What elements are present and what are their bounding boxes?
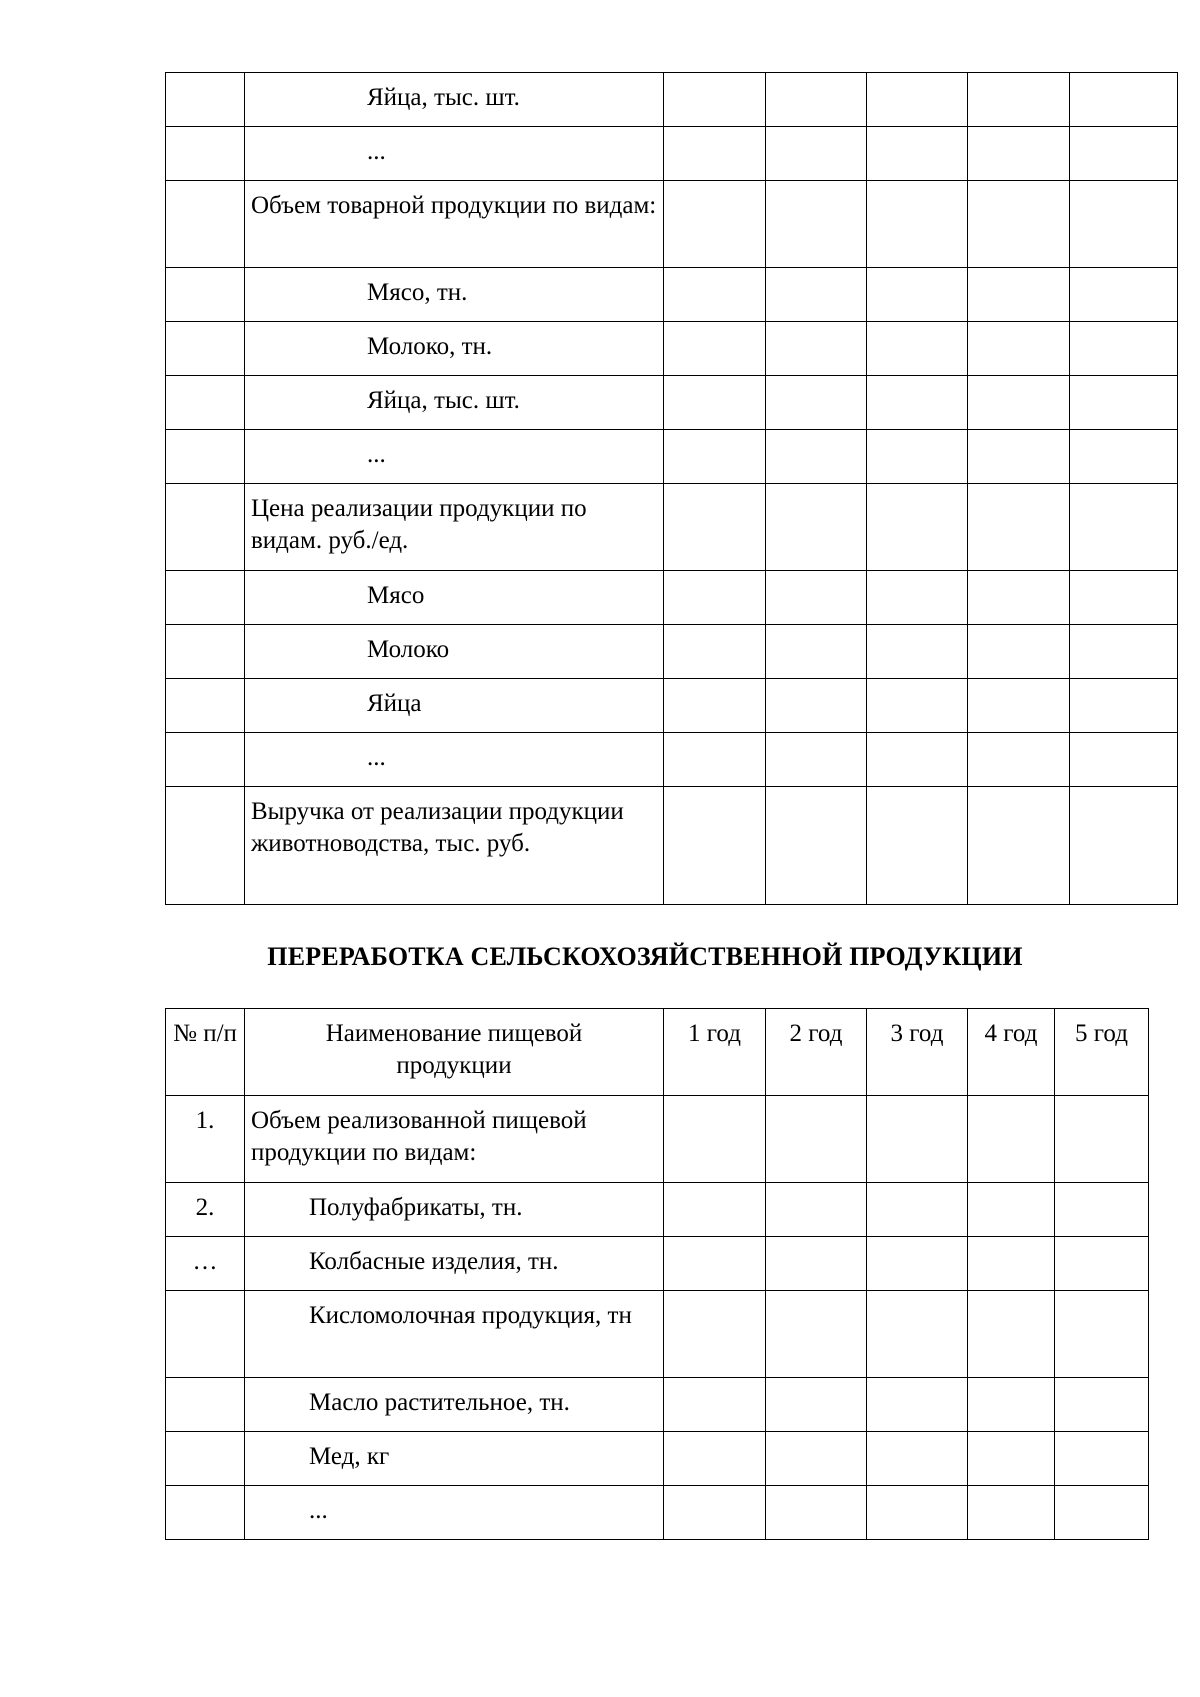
year-value-cell[interactable]	[664, 127, 766, 181]
row-label-cell: Объем реализованной пищевой продукции по видам:	[245, 1096, 664, 1183]
year-value-cell[interactable]	[867, 1432, 968, 1486]
year-value-cell[interactable]	[766, 484, 867, 571]
year-value-cell[interactable]	[664, 625, 766, 679]
year-value-cell[interactable]	[867, 787, 968, 905]
year-value-cell[interactable]	[968, 679, 1070, 733]
row-number-cell: 2.	[166, 1183, 245, 1237]
year-value-cell[interactable]	[664, 1096, 766, 1183]
year-value-cell[interactable]	[766, 127, 867, 181]
year-value-cell[interactable]	[664, 571, 766, 625]
year-value-cell[interactable]	[867, 430, 968, 484]
year-value-cell[interactable]	[664, 430, 766, 484]
year-value-cell[interactable]	[867, 127, 968, 181]
row-number-cell	[166, 322, 245, 376]
row-number-cell	[166, 181, 245, 268]
year-value-cell[interactable]	[968, 571, 1070, 625]
row-number-cell	[166, 571, 245, 625]
table-row	[166, 127, 1178, 181]
year-value-cell[interactable]	[766, 679, 867, 733]
row-number-cell	[166, 787, 245, 905]
year-value-cell[interactable]	[664, 787, 766, 905]
year-value-cell[interactable]	[1055, 1237, 1149, 1291]
row-label-cell: Полуфабрикаты, тн.	[245, 1183, 664, 1237]
year-value-cell[interactable]	[867, 625, 968, 679]
year-value-cell[interactable]	[766, 733, 867, 787]
row-label-cell: Мясо	[245, 571, 664, 625]
year-value-cell[interactable]	[1070, 430, 1178, 484]
year-value-cell[interactable]	[867, 1183, 968, 1237]
year-value-cell[interactable]	[766, 1432, 867, 1486]
row-label-cell: Яйца	[245, 679, 664, 733]
row-number-cell	[166, 679, 245, 733]
year-value-cell[interactable]	[664, 484, 766, 571]
row-number-cell	[166, 625, 245, 679]
row-label-cell: ...	[245, 127, 664, 181]
year-value-cell[interactable]	[968, 1291, 1055, 1378]
year-value-cell[interactable]	[1070, 787, 1178, 905]
header-year-3: 3 год	[867, 1009, 968, 1096]
year-value-cell[interactable]	[1070, 376, 1178, 430]
year-value-cell[interactable]	[766, 1183, 867, 1237]
table-row	[166, 484, 1178, 571]
row-label-cell: Выручка от реализации продукции животноводства, тыс. руб.	[245, 787, 664, 905]
table-row	[166, 181, 1178, 268]
row-number-cell	[166, 1291, 245, 1378]
year-value-cell[interactable]	[664, 1183, 766, 1237]
row-number-cell	[166, 1486, 245, 1540]
header-year-5: 5 год	[1055, 1009, 1149, 1096]
year-value-cell[interactable]	[867, 571, 968, 625]
header-year-2: 2 год	[766, 1009, 867, 1096]
year-value-cell[interactable]	[867, 73, 968, 127]
header-name: Наименование пищевой продукции	[245, 1009, 664, 1096]
year-value-cell[interactable]	[766, 1378, 867, 1432]
row-number-cell	[166, 1432, 245, 1486]
row-label-cell: Цена реализации продукции по видам. руб./ед.	[245, 484, 664, 571]
year-value-cell[interactable]	[968, 1378, 1055, 1432]
row-number-cell	[166, 484, 245, 571]
year-value-cell[interactable]	[766, 73, 867, 127]
row-label-cell: Мясо, тн.	[245, 268, 664, 322]
year-value-cell[interactable]	[664, 181, 766, 268]
year-value-cell[interactable]	[1070, 571, 1178, 625]
year-value-cell[interactable]	[968, 1432, 1055, 1486]
year-value-cell[interactable]	[1055, 1486, 1149, 1540]
year-value-cell[interactable]	[1055, 1291, 1149, 1378]
year-value-cell[interactable]	[968, 1486, 1055, 1540]
year-value-cell[interactable]	[1070, 625, 1178, 679]
row-label-cell: Яйца, тыс. шт.	[245, 73, 664, 127]
table-row	[166, 430, 1178, 484]
year-value-cell[interactable]	[664, 268, 766, 322]
row-label-cell: ...	[245, 733, 664, 787]
row-number-cell: …	[166, 1237, 245, 1291]
row-label-cell: Яйца, тыс. шт.	[245, 376, 664, 430]
year-value-cell[interactable]	[968, 484, 1070, 571]
year-value-cell[interactable]	[968, 73, 1070, 127]
year-value-cell[interactable]	[867, 1096, 968, 1183]
year-value-cell[interactable]	[766, 1096, 867, 1183]
year-value-cell[interactable]	[968, 1237, 1055, 1291]
year-value-cell[interactable]	[1055, 1378, 1149, 1432]
year-value-cell[interactable]	[867, 1486, 968, 1540]
year-value-cell[interactable]	[664, 73, 766, 127]
row-number-cell	[166, 73, 245, 127]
row-number-cell	[166, 268, 245, 322]
year-value-cell[interactable]	[867, 484, 968, 571]
header-year-4: 4 год	[968, 1009, 1055, 1096]
year-value-cell[interactable]	[867, 181, 968, 268]
row-label-cell: Колбасные изделия, тн.	[245, 1237, 664, 1291]
header-year-1: 1 год	[664, 1009, 766, 1096]
year-value-cell[interactable]	[867, 376, 968, 430]
year-value-cell[interactable]	[664, 1378, 766, 1432]
year-value-cell[interactable]	[1070, 127, 1178, 181]
year-value-cell[interactable]	[766, 1486, 867, 1540]
table-row	[166, 787, 1178, 905]
year-value-cell[interactable]	[968, 127, 1070, 181]
row-label-cell: Масло растительное, тн.	[245, 1378, 664, 1432]
year-value-cell[interactable]	[968, 733, 1070, 787]
table-header-row	[166, 1009, 1149, 1096]
year-value-cell[interactable]	[766, 1237, 867, 1291]
year-value-cell[interactable]	[664, 1432, 766, 1486]
year-value-cell[interactable]	[968, 787, 1070, 905]
year-value-cell[interactable]	[664, 1291, 766, 1378]
year-value-cell[interactable]	[867, 679, 968, 733]
table-row	[166, 571, 1178, 625]
row-number-cell	[166, 430, 245, 484]
table-row	[166, 733, 1178, 787]
food-processing-table	[165, 1008, 1149, 1540]
table-row	[166, 1096, 1149, 1183]
year-value-cell[interactable]	[766, 625, 867, 679]
year-value-cell[interactable]	[664, 679, 766, 733]
year-value-cell[interactable]	[867, 268, 968, 322]
row-number-cell: 1.	[166, 1096, 245, 1183]
year-value-cell[interactable]	[664, 733, 766, 787]
year-value-cell[interactable]	[867, 1378, 968, 1432]
table-row	[166, 73, 1178, 127]
table-row	[166, 1237, 1149, 1291]
year-value-cell[interactable]	[1070, 322, 1178, 376]
year-value-cell[interactable]	[1070, 484, 1178, 571]
table-row	[166, 1432, 1149, 1486]
year-value-cell[interactable]	[766, 181, 867, 268]
year-value-cell[interactable]	[1055, 1183, 1149, 1237]
row-label-cell: Кисломолочная продукция, тн	[245, 1291, 664, 1378]
table-row	[166, 1291, 1149, 1378]
year-value-cell[interactable]	[968, 268, 1070, 322]
year-value-cell[interactable]	[968, 1096, 1055, 1183]
year-value-cell[interactable]	[766, 430, 867, 484]
table-row	[166, 322, 1178, 376]
table-row	[166, 1183, 1149, 1237]
table-row	[166, 376, 1178, 430]
table-row	[166, 1486, 1149, 1540]
row-number-cell	[166, 1378, 245, 1432]
row-label-cell: ...	[245, 1486, 664, 1540]
year-value-cell[interactable]	[968, 430, 1070, 484]
year-value-cell[interactable]	[766, 376, 867, 430]
year-value-cell[interactable]	[766, 787, 867, 905]
table-row	[166, 1378, 1149, 1432]
year-value-cell[interactable]	[766, 1291, 867, 1378]
table-row	[166, 268, 1178, 322]
row-number-cell	[166, 127, 245, 181]
year-value-cell[interactable]	[968, 322, 1070, 376]
year-value-cell[interactable]	[867, 1291, 968, 1378]
year-value-cell[interactable]	[1070, 73, 1178, 127]
row-number-cell	[166, 376, 245, 430]
year-value-cell[interactable]	[968, 1183, 1055, 1237]
row-label-cell: Мед, кг	[245, 1432, 664, 1486]
year-value-cell[interactable]	[766, 268, 867, 322]
year-value-cell[interactable]	[968, 181, 1070, 268]
section-title: ПЕРЕРАБОТКА СЕЛЬСКОХОЗЯЙСТВЕННОЙ ПРОДУКЦИИ	[267, 942, 1023, 971]
year-value-cell[interactable]	[664, 322, 766, 376]
row-label-cell: Молоко	[245, 625, 664, 679]
year-value-cell[interactable]	[867, 322, 968, 376]
year-value-cell[interactable]	[766, 571, 867, 625]
year-value-cell[interactable]	[1070, 268, 1178, 322]
row-number-cell	[166, 733, 245, 787]
year-value-cell[interactable]	[1055, 1432, 1149, 1486]
table-row	[166, 625, 1178, 679]
year-value-cell[interactable]	[1070, 733, 1178, 787]
year-value-cell[interactable]	[867, 1237, 968, 1291]
year-value-cell[interactable]	[1070, 679, 1178, 733]
year-value-cell[interactable]	[664, 1237, 766, 1291]
year-value-cell[interactable]	[664, 1486, 766, 1540]
row-label-cell: Объем товарной продукции по видам:	[245, 181, 664, 268]
table-row	[166, 679, 1178, 733]
year-value-cell[interactable]	[766, 322, 867, 376]
row-label-cell: Молоко, тн.	[245, 322, 664, 376]
year-value-cell[interactable]	[1070, 181, 1178, 268]
livestock-table	[165, 72, 1178, 905]
year-value-cell[interactable]	[968, 376, 1070, 430]
year-value-cell[interactable]	[968, 625, 1070, 679]
header-num: № п/п	[166, 1009, 245, 1096]
year-value-cell[interactable]	[867, 733, 968, 787]
year-value-cell[interactable]	[1055, 1096, 1149, 1183]
row-label-cell: ...	[245, 430, 664, 484]
year-value-cell[interactable]	[664, 376, 766, 430]
